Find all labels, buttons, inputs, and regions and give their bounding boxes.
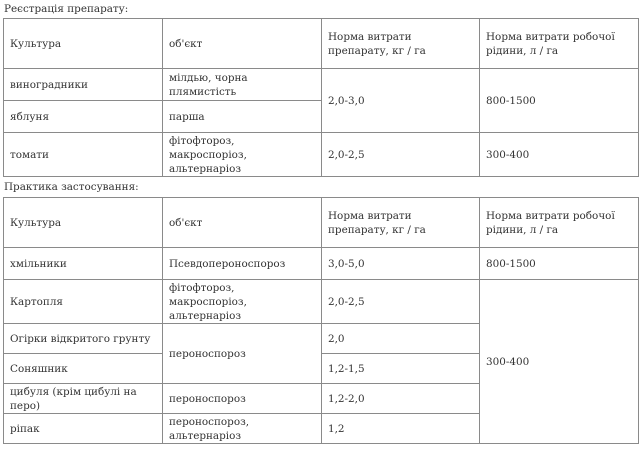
table-row (4, 248, 639, 280)
cell-product-rate: 2,0-3,0 (322, 69, 480, 133)
cell-object: фітофтороз, макроспоріоз, альтернаріоз (163, 133, 322, 177)
cell-crop: яблуня (4, 101, 163, 133)
cell-object: Псевдопероноспороз (163, 248, 322, 280)
cell-crop: Огірки відкритого грунту (4, 324, 163, 354)
cell-liquid-rate: 300-400 (480, 280, 639, 444)
header-crop: Культура (4, 19, 163, 69)
cell-liquid-rate: 800-1500 (480, 248, 639, 280)
cell-object: пероноспороз, альтернаріоз (163, 414, 322, 444)
header-liquid-rate: Норма витрати робочої рідини, л / га (480, 198, 639, 248)
cell-product-rate: 1,2 (322, 414, 480, 444)
table-row (4, 69, 639, 101)
cell-product-rate: 2,0-2,5 (322, 133, 480, 177)
cell-object: пероноспороз (163, 324, 322, 384)
cell-crop: виноградники (4, 69, 163, 101)
cell-product-rate: 3,0-5,0 (322, 248, 480, 280)
cell-crop: Соняшник (4, 354, 163, 384)
cell-product-rate: 2,0-2,5 (322, 280, 480, 324)
cell-crop: ріпак (4, 414, 163, 444)
cell-crop: цибуля (крім цибулі на перо) (4, 384, 163, 414)
cell-crop: хмільники (4, 248, 163, 280)
cell-object: парша (163, 101, 322, 133)
cell-liquid-rate: 800-1500 (480, 69, 639, 133)
header-object: об'єкт (163, 198, 322, 248)
cell-crop: Картопля (4, 280, 163, 324)
registration-caption: Реєстрація препарату: (4, 3, 129, 15)
cell-object: мілдью, чорна плямистість (163, 69, 322, 101)
cell-crop: томати (4, 133, 163, 177)
cell-product-rate: 1,2-2,0 (322, 384, 480, 414)
cell-product-rate: 1,2-1,5 (322, 354, 480, 384)
registration-table (3, 18, 639, 177)
practice-caption: Практика застосування: (4, 181, 139, 193)
cell-object: пероноспороз (163, 384, 322, 414)
practice-table (3, 197, 639, 444)
header-crop: Культура (4, 198, 163, 248)
table-header-row (4, 198, 639, 248)
table-row (4, 133, 639, 177)
header-product-rate: Норма витрати препарату, кг / га (322, 19, 480, 69)
table-header-row (4, 19, 639, 69)
header-liquid-rate: Норма витрати робочої рідини, л / га (480, 19, 639, 69)
header-product-rate: Норма витрати препарату, кг / га (322, 198, 480, 248)
cell-product-rate: 2,0 (322, 324, 480, 354)
cell-liquid-rate: 300-400 (480, 133, 639, 177)
header-object: об'єкт (163, 19, 322, 69)
cell-object: фітофтороз, макроспоріоз, альтернаріоз (163, 280, 322, 324)
table-row (4, 280, 639, 324)
